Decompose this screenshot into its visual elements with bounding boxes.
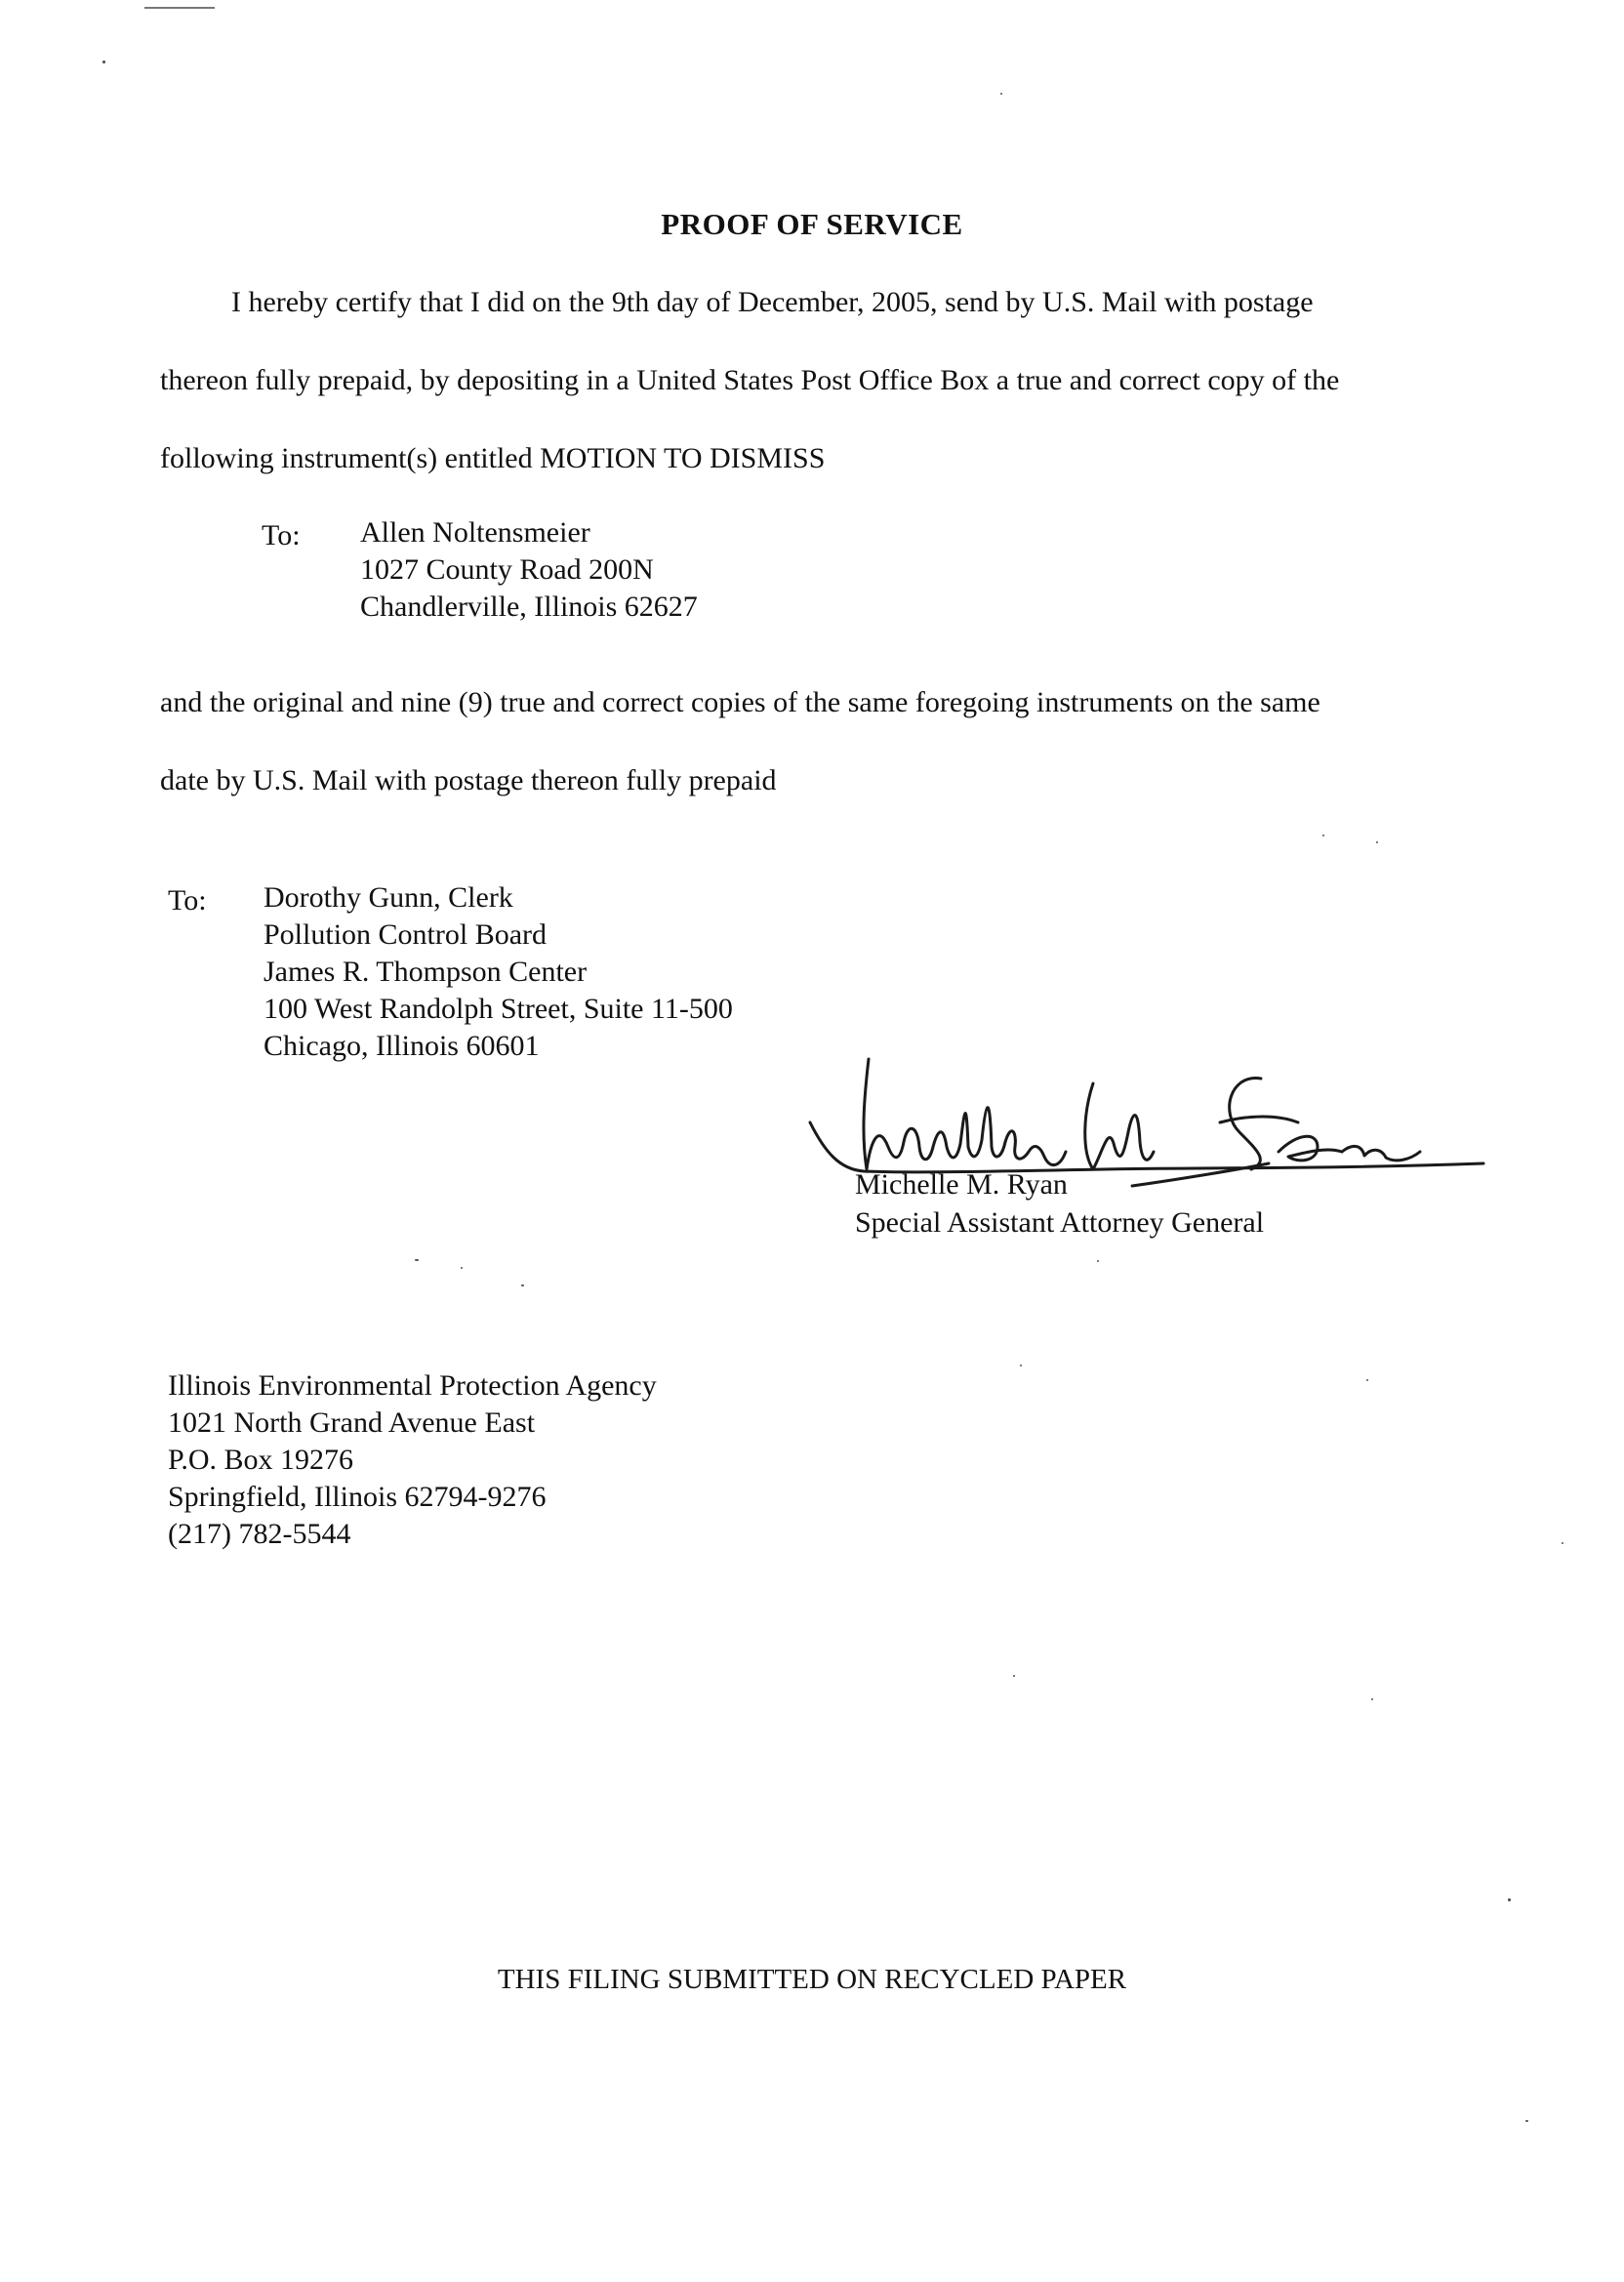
original-copies-line-2: date by U.S. Mail with postage thereon fully prepaid	[160, 764, 777, 796]
scan-speck	[415, 1259, 419, 1261]
agency-city: Springfield, Illinois 62794-9276	[168, 1481, 547, 1513]
document-title: PROOF OF SERVICE	[661, 207, 963, 241]
recipient-2-street: 100 West Randolph Street, Suite 11-500	[264, 993, 733, 1025]
recipient-2-to-label: To:	[168, 884, 207, 917]
signatory-name: Michelle M. Ryan	[855, 1168, 1068, 1201]
original-copies-line-1: and the original and nine (9) true and correct copies of the same foregoing instruments on the same	[160, 686, 1320, 718]
scan-speck	[1376, 841, 1378, 843]
scan-speck	[1013, 1675, 1015, 1677]
scan-speck	[521, 1284, 524, 1286]
scan-speck	[1097, 1260, 1099, 1262]
scan-speck	[1371, 1698, 1373, 1700]
recipient-2-name: Dorothy Gunn, Clerk	[264, 881, 513, 914]
scan-speck	[1562, 1542, 1563, 1544]
recipient-1-city: Chandlerville, Illinois 62627	[360, 591, 698, 623]
scan-speck	[1000, 93, 1002, 95]
agency-address	[168, 1367, 657, 1553]
recipient-1-address	[360, 514, 698, 626]
recipient-1-street: 1027 County Road 200N	[360, 553, 654, 586]
scan-speck	[102, 61, 105, 63]
agency-street: 1021 North Grand Avenue East	[168, 1406, 536, 1439]
signatory-title: Special Assistant Attorney General	[855, 1206, 1265, 1239]
scan-speck	[461, 1267, 463, 1269]
agency-phone: (217) 782-5544	[168, 1518, 351, 1550]
recipient-1-to-label: To:	[262, 519, 301, 551]
scan-speck	[1525, 2120, 1528, 2122]
recipient-2-building: James R. Thompson Center	[264, 956, 588, 988]
scan-speck	[1366, 1379, 1368, 1381]
certification-line-3: following instrument(s) entitled MOTION TO DISMISS	[160, 442, 826, 474]
recycled-paper-footer: THIS FILING SUBMITTED ON RECYCLED PAPER	[497, 1964, 1127, 1995]
scan-speck	[1020, 1365, 1022, 1366]
recipient-1-name: Allen Noltensmeier	[360, 516, 590, 549]
recipient-2-city: Chicago, Illinois 60601	[264, 1030, 540, 1062]
scan-speck	[1508, 1898, 1511, 1901]
recipient-2-organization: Pollution Control Board	[264, 918, 548, 951]
certification-line-1: I hereby certify that I did on the 9th day of December, 2005, send by U.S. Mail with postage	[231, 286, 1314, 318]
scan-speck	[1322, 835, 1324, 836]
scan-artifact-mark	[144, 7, 215, 9]
recipient-2-address	[264, 879, 733, 1065]
agency-name: Illinois Environmental Protection Agency	[168, 1369, 657, 1402]
agency-po-box: P.O. Box 19276	[168, 1444, 354, 1476]
certification-line-2: thereon fully prepaid, by depositing in a United States Post Office Box a true and correct copy of the	[160, 364, 1340, 396]
